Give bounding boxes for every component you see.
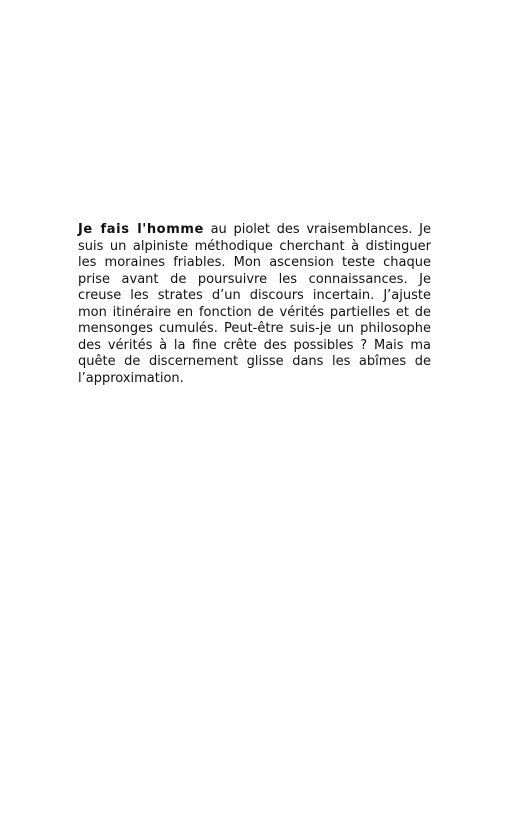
paragraph-lead: Je fais l'homme	[78, 222, 204, 237]
paragraph	[78, 222, 431, 387]
paragraph-body: au piolet des vraisemblances. Je suis un alpiniste méthodique cherchant à distinguer les moraines friables. Mon ascension teste chaque prise avant de poursuivre les connaissances. Je creuse les strates d’un discours incertain. J’ajuste mon itinéraire en fonction de vérités partielles et de mensonges cumulés. Peut-être suis-je un philosophe des vérités à la fine crête des possibles ? Mais ma quête de discernement glisse dans les abîmes de l’approximation.	[78, 222, 431, 386]
